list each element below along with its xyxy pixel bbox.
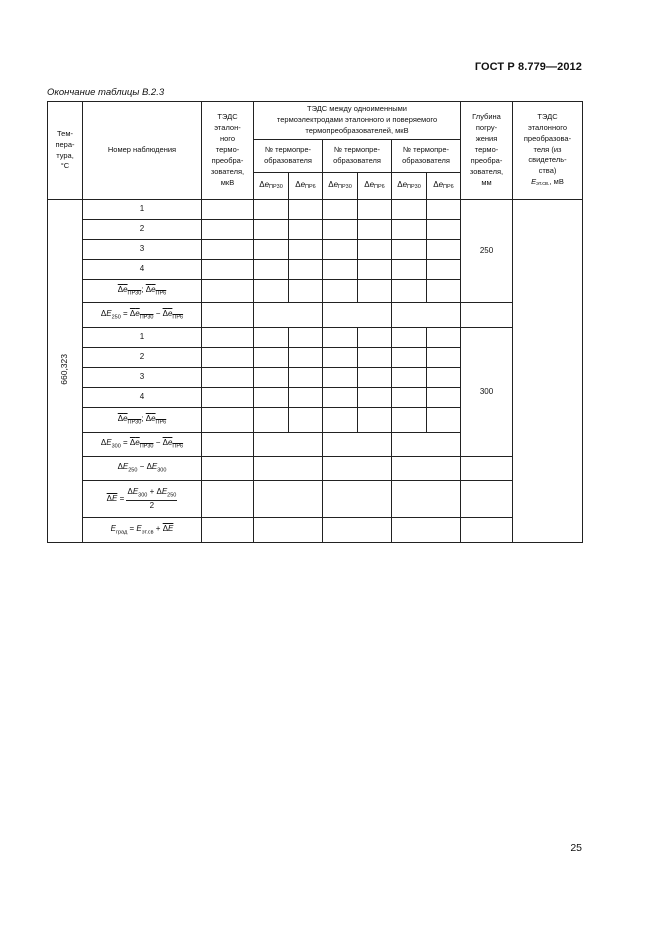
measurement-table <box>47 101 583 543</box>
temperature-value: 660,323 <box>59 353 70 385</box>
observation-number: 4 <box>83 388 202 408</box>
formula-mean-de-250: $\Delta e_{ПР30}$; $\Delta e_{ПР6}$ <box>83 280 202 303</box>
header-converter-2: № термопре- образователя <box>323 140 392 173</box>
formula-mean-de-300: $\Delta e_{ПР30}$; $\Delta e_{ПР6}$ <box>83 408 202 433</box>
header-tedc-reference: ТЭДС эталон- ного термо- преобра- зователя, мкВ <box>202 102 254 200</box>
header-tedc-between-electrodes: ТЭДС между одноименными термоэлектродами эталонного и поверяемого термопреобразователей, мкВ <box>254 102 461 140</box>
formula-de-300: $\Delta E_{300} = \Delta e_{ПР30} - \Delta e_{ПР6}$ <box>83 433 202 457</box>
header-de-pr30: $\Delta e_{ПР30}$ <box>254 173 289 200</box>
observation-number: 3 <box>83 368 202 388</box>
observation-number: 3 <box>83 240 202 260</box>
header-de-pr6: $\Delta e_{ПР6}$ <box>358 173 392 200</box>
observation-number: 4 <box>83 260 202 280</box>
observation-number: 1 <box>83 200 202 220</box>
formula-e-grad: $E_{град} = E_{эт.св} + \Delta E$ <box>83 518 202 543</box>
header-de-pr6: $\Delta e_{ПР6}$ <box>427 173 461 200</box>
header-converter-3: № термопре- образователя <box>392 140 461 173</box>
certificate-value-cell <box>513 200 583 543</box>
header-converter-1: № термопре- образователя <box>254 140 323 173</box>
header-de-pr30: $\Delta e_{ПР30}$ <box>323 173 358 200</box>
observation-number: 1 <box>83 328 202 348</box>
header-de-pr6: $\Delta e_{ПР6}$ <box>289 173 323 200</box>
document-header: ГОСТ Р 8.779—2012 <box>474 61 582 73</box>
page-number: 25 <box>570 842 582 854</box>
depth-300: 300 <box>461 328 513 457</box>
formula-de-average: ΔE = $\frac{\Delta E_{300} + \Delta E_{250}}{2}$ <box>83 481 202 518</box>
observation-number: 2 <box>83 220 202 240</box>
formula-de-250: $\Delta E_{250} = \Delta e_{ПР30} - \Delta e_{ПР6}$ <box>83 303 202 328</box>
header-tedc-certificate: ТЭДС эталонного преобразова- теля (из свидетель- ства) $E_{эт.св.}$, мВ <box>513 102 583 200</box>
header-immersion-depth: Глубина погру- жения термо- преобра- зователя, мм <box>461 102 513 200</box>
temperature-cell <box>48 200 83 543</box>
header-observation-number: Номер наблюдения <box>83 102 202 200</box>
formula-de-difference: $\Delta E_{250} - \Delta E_{300}$ <box>83 457 202 481</box>
depth-250: 250 <box>461 200 513 303</box>
observation-number: 2 <box>83 348 202 368</box>
header-de-pr30: $\Delta e_{ПР30}$ <box>392 173 427 200</box>
header-temperature: Тем- пера- тура, °С <box>48 102 83 200</box>
table-caption: Окончание таблицы В.2.3 <box>47 87 165 98</box>
